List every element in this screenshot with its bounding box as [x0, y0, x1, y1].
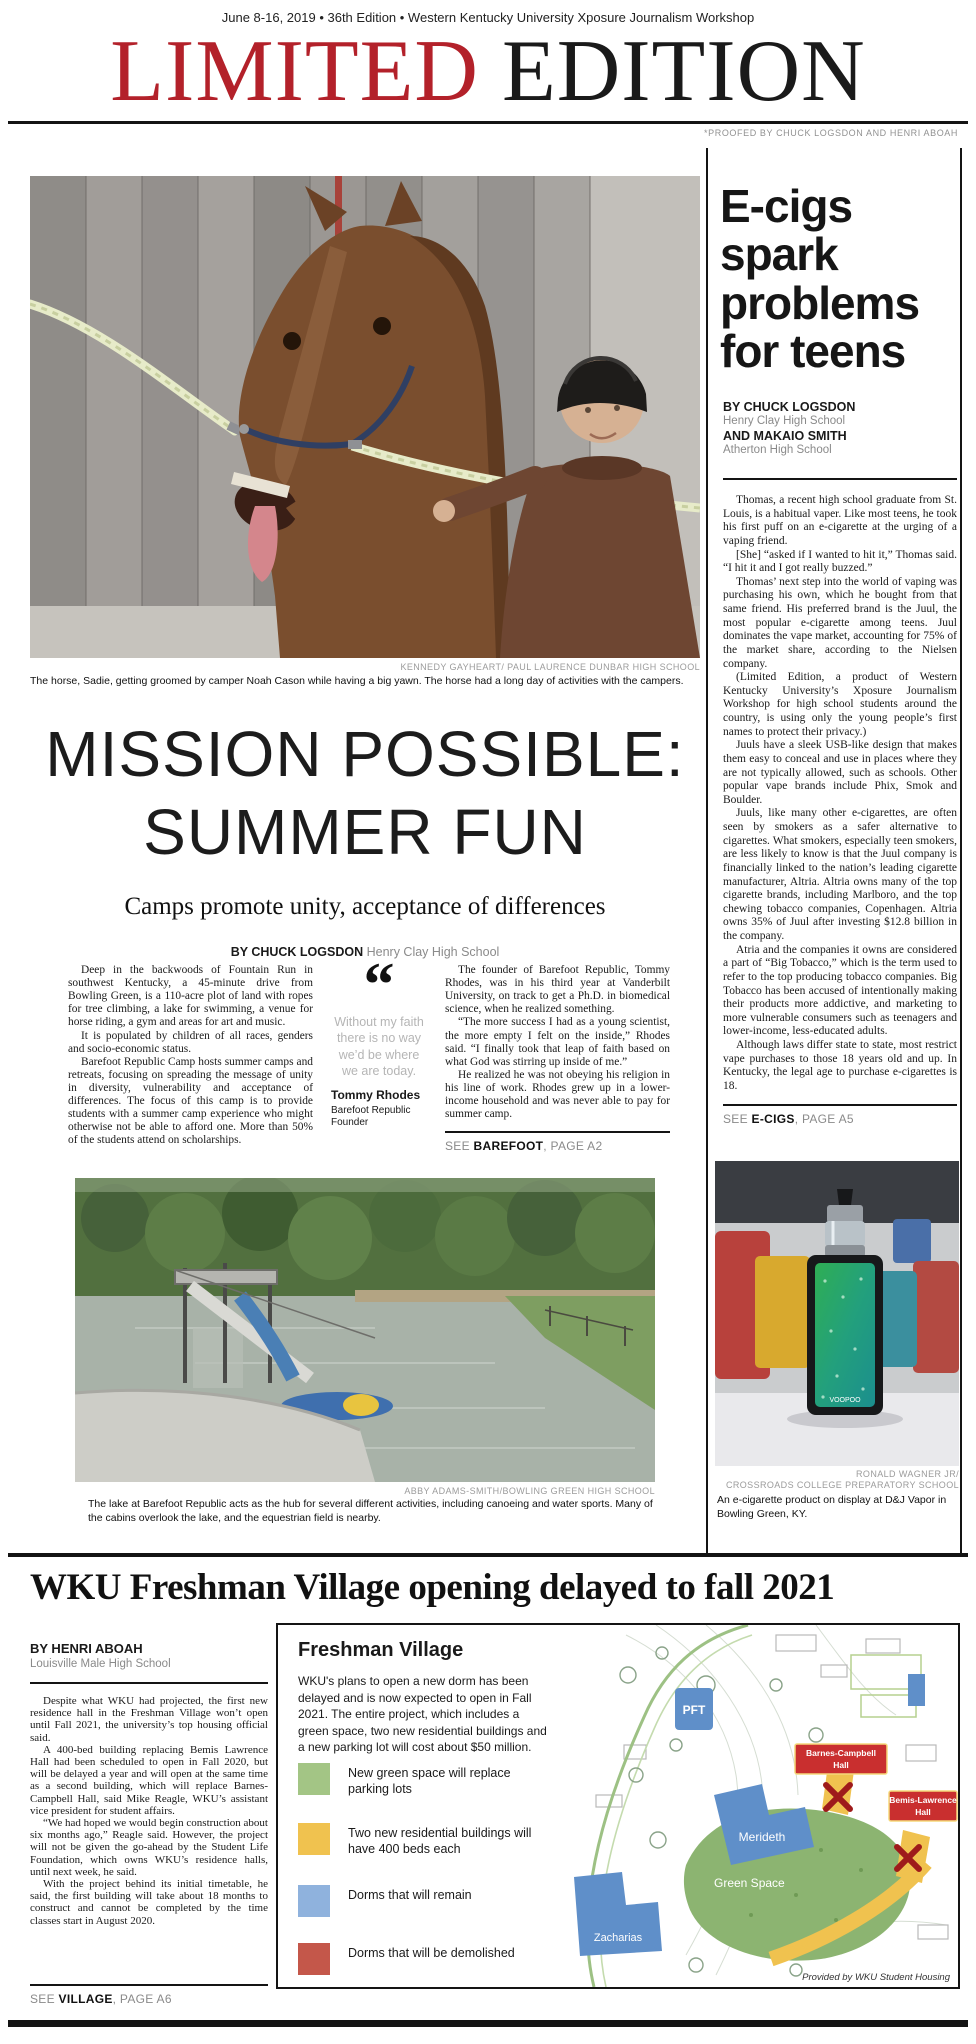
lead-column-1: [68, 964, 313, 1153]
legend-swatch-red: [298, 1943, 330, 1975]
freshman-village-infographic: [276, 1623, 960, 1989]
jump-slug: VILLAGE: [58, 1992, 113, 2006]
village-article-body: [30, 1695, 268, 1927]
paragraph: (Limited Edition, a product of Western Kentucky University’s Xposure Journalism Workshop for high school students around the country, is using only the young people’s first names to protect their privacy.): [723, 671, 957, 738]
green-space-label: Green Space: [714, 1876, 785, 1890]
ecigs-byline-1: BY CHUCK LOGSDON: [723, 400, 856, 414]
horse-photo-caption: The horse, Sadie, getting groomed by camper Noah Cason while having a big yawn. The horse had a long day of activities with the campers.: [30, 675, 684, 687]
lake-photo-credit: ABBY ADAMS-SMITH/BOWLING GREEN HIGH SCHOOL: [404, 1486, 655, 1496]
paragraph: With the project behind its initial timetable, he said, the first building will take about 18 months to construct and cannot be completed by the time classes start in August 2020.: [30, 1878, 268, 1927]
legend-label: New green space will replace parking lots: [348, 1766, 511, 1797]
ecigs-byline-2: AND MAKAIO SMITH: [723, 428, 847, 443]
legend-item-green-space: [298, 1763, 548, 1798]
paragraph: Thomas’ next step into the world of vaping was purchasing his own, which he bought from that same friend. His preferred brand is the Juul, the most popular e-cigarette among teens. Juul dominates the vape market, accounting for 75% of the market share, according to the Nielsen company.: [723, 575, 957, 670]
vape-photo: [715, 1161, 959, 1466]
paragraph: [She] “asked if I wanted to hit it,” Thomas said. “I hit it and I got really buzzed.”: [723, 548, 957, 575]
vape-credit-line2: CROSSROADS COLLEGE PREPARATORY SCHOOL: [725, 1480, 959, 1490]
column-rule-left: [706, 148, 708, 1553]
legend-swatch-blue: [298, 1885, 330, 1917]
village-byline-rule: [30, 1682, 268, 1684]
tree-line: [75, 1178, 655, 1296]
legend-item-demolish: [298, 1943, 548, 1975]
masthead-word-edition: EDITION: [478, 23, 866, 120]
legend-item-residential: [298, 1823, 548, 1858]
barnes-campbell-label: [795, 1744, 887, 1774]
paragraph: Juuls have a sleek USB-like design that makes them easy to conceal and use in places where they are not typically allowed, such as schools. Other popular vape brands include Phix, Smok and Boulder.: [723, 739, 957, 806]
pull-quote: [331, 951, 427, 1153]
iridescent-panel: [815, 1263, 875, 1407]
paragraph: Thomas, a recent high school graduate from St. Louis, is a habitual vaper. Like most teens, he took his first puff on an e-cigarette at the urging of a vaping friend.: [723, 494, 957, 547]
vape-photo-caption: An e-cigarette product on display at D&J Vapor in Bowling Green, KY.: [717, 1494, 947, 1520]
ecigs-byline-block: [723, 400, 957, 458]
jump-rule: [445, 1131, 670, 1133]
vape-credit-line1: RONALD WAGNER JR/: [856, 1469, 959, 1479]
campus-map: [566, 1625, 958, 1987]
bemis-label-line1: Bemis-Lawrence: [889, 1795, 957, 1805]
column-rule-right: [960, 148, 962, 1553]
zacharias-label: Zacharias: [593, 1932, 643, 1944]
jump-suffix: , PAGE A6: [112, 1992, 172, 2006]
paragraph: Atria and the companies it owns are considered a part of “Big Tobacco,” which is the term used to refer to the top producing tobacco companies. Big Tobacco has been accused of intentionally making their products more addictive, and marketing to more vulnerable consumers such as teenagers and lower-income, less-educated adults.: [723, 943, 957, 1038]
proofline: *PROOFED BY CHUCK LOGSDON AND HENRI ABOAH: [704, 128, 958, 138]
horse-photo-credit: KENNEDY GAYHEART/ PAUL LAURENCE DUNBAR HIGH SCHOOL: [400, 662, 700, 672]
lake-photo: [75, 1178, 655, 1482]
village-byline: BY HENRI ABOAH: [30, 1641, 143, 1656]
boy-hand: [433, 500, 455, 522]
ecigs-jump-line: [723, 1112, 957, 1126]
vape-brand-text: VOOPOO: [829, 1397, 861, 1404]
paragraph: The founder of Barefoot Republic, Tommy Rhodes, was in his third year at Vanderbilt University, on track to get a Ph.D. in biomedical science, when he realized something.: [445, 964, 670, 1016]
pull-quote-text: Without my faith there is no way we’d be where we are today.: [334, 1015, 424, 1078]
jump-rule: [723, 1104, 957, 1106]
pft-label: PFT: [682, 1703, 706, 1717]
jump-suffix: , PAGE A5: [794, 1111, 854, 1126]
quote-mark-icon: “: [363, 951, 395, 1019]
lead-headline-line2: SUMMER FUN: [143, 796, 587, 868]
ecigs-article-body: [723, 494, 957, 1126]
jump-prefix: SEE: [445, 1139, 474, 1154]
legend-swatch-yellow: [298, 1823, 330, 1855]
section-divider-rule: [8, 1553, 968, 1557]
legend-label: Dorms that will remain: [348, 1888, 472, 1902]
ecigs-school-2: Atherton High School: [723, 443, 832, 456]
village-jump-line: [30, 1992, 172, 2006]
paragraph: A 400-bed building replacing Bemis Lawrence Hall had been scheduled to open in Fall 2020, but will be delayed a year and will open at the same time as a second building, which will replace Barnes-Campbell Hall, said Mike Reagle, WKU’s assistant vice president for student affairs.: [30, 1743, 268, 1817]
legend-swatch-green: [298, 1763, 330, 1795]
paragraph: Despite what WKU had projected, the first new residence hall in the Freshman Village won’t open until Fall 2021, the university’s top housing official said.: [30, 1695, 268, 1744]
paragraph: Although laws differ state to state, most restrict vape purchases to those 18 years old and up. In Kentucky, the legal age to purchase e-cigarettes is 18.: [723, 1039, 957, 1092]
jump-prefix: SEE: [723, 1111, 752, 1126]
lead-byline-name: BY CHUCK LOGSDON: [230, 945, 364, 959]
merideth-label: Merideth: [738, 1830, 786, 1844]
paragraph: It is populated by children of all races, genders and socio-economic status.: [68, 1029, 313, 1055]
lead-column-2: [445, 964, 670, 1153]
barnes-label-line2: Hall: [833, 1760, 849, 1770]
lake-photo-caption: The lake at Barefoot Republic acts as the hub for several different activities, including canoeing and water sports. Many of the cabins overlook the lake, and the equestrian field is nearby.: [88, 1498, 653, 1524]
infographic-title: Freshman Village: [298, 1639, 464, 1661]
paragraph: Juuls, like many other e-cigarettes, are often seen by smokers as a safer alternative to cigarettes. What smokers, especially teen smokers, are less likely to know is that the Juul company is financially linked to the nation’s leading cigarette manufacturer, Altria. Altria owns many of the top cigarette brands, including Marlboro, and the top chewing tobacco companies, Copenhagen. Altria owns 35% of Juul after investing $12.8 billion in the company.: [723, 807, 957, 942]
jump-suffix: , PAGE A2: [543, 1139, 603, 1154]
jump-rule: [30, 1984, 268, 1986]
ecigs-byline-rule: [723, 478, 957, 480]
bemis-lawrence-label: [889, 1791, 957, 1821]
horse-eye: [283, 332, 301, 350]
village-headline: WKU Freshman Village opening delayed to fall 2021: [30, 1567, 835, 1608]
pull-quote-title: Barefoot Republic Founder: [331, 1104, 411, 1128]
legend-label: Two new residential buildings will have 400 beds each: [348, 1826, 532, 1857]
bemis-label-line2: Hall: [915, 1807, 931, 1817]
small-dorm-building: [908, 1674, 925, 1706]
ecigs-headline: E-cigs spark problems for teens: [720, 180, 920, 377]
jump-slug: BAREFOOT: [473, 1139, 544, 1154]
lead-subhead: Camps promote unity, acceptance of differences: [124, 893, 606, 920]
masthead-title: [0, 23, 976, 120]
masthead-rule: [8, 121, 968, 124]
dateline: June 8-16, 2019 • 36th Edition • Western Kentucky University Xposure Journalism Workshop: [221, 10, 755, 25]
jump-prefix: SEE: [30, 1992, 59, 2006]
page-bottom-rule: [8, 2020, 968, 2027]
ecigs-school-1: Henry Clay High School: [723, 415, 846, 427]
lead-byline-school: Henry Clay High School: [363, 945, 500, 959]
barnes-label-line1: Barnes-Campbell: [806, 1748, 876, 1758]
jump-slug: E-CIGS: [751, 1111, 795, 1126]
village-byline-school: Louisville Male High School: [30, 1658, 171, 1670]
paragraph: “We had hoped we would begin construction about six months ago,” Reagle said. However, the project will not be given the go-ahead by the Student Life Foundation, which owns WKU’s residence halls, until next week, he said.: [30, 1817, 268, 1878]
horse-photo: [30, 176, 700, 658]
barefoot-jump-line: [445, 1139, 670, 1153]
paragraph: Barefoot Republic Camp hosts summer camps and retreats, focusing on spreading the message of unity in diversity, vulnerability and acceptance of differences. The focus of this camp is to provide students with a summer camp experience who might otherwise not be able to afford one. More than 50% of the students attend on scholarships.: [68, 1055, 313, 1147]
legend-label: Dorms that will be demolished: [348, 1946, 515, 1960]
pft-building: [675, 1688, 713, 1730]
lead-headline-line1: MISSION POSSIBLE:: [45, 718, 685, 790]
paragraph: He realized he was not obeying his religion in his line of work. Rhodes grew up in a lower-income household and was never able to pay for summer camp.: [445, 1068, 670, 1121]
pull-quote-name: Tommy Rhodes: [331, 1088, 421, 1102]
infographic-intro: WKU's plans to open a new dorm has been delayed and is now expected to open in Fall 2021. The entire project, which includes a green space, two new residential buildings and a new parking lot will cost about $50 million.: [298, 1674, 547, 1755]
masthead-word-limited: LIMITED: [110, 23, 479, 120]
paragraph: Deep in the backwoods of Fountain Run in southwest Kentucky, a 45-minute drive from Bowling Green, is a 110-acre plot of land with ropes for tree climbing, a lake for swimming, a venue for horse riding, a gym and areas for art and music.: [68, 964, 313, 1029]
paragraph: “The more success I had as a young scientist, the more empty I felt on the inside,” Rhodes said. “I finally took that leap of faith based on what God was stirring up inside of me.”: [445, 1016, 670, 1068]
infographic-credit: Provided by WKU Student Housing: [802, 1972, 950, 1983]
legend-item-remain: [298, 1885, 548, 1917]
